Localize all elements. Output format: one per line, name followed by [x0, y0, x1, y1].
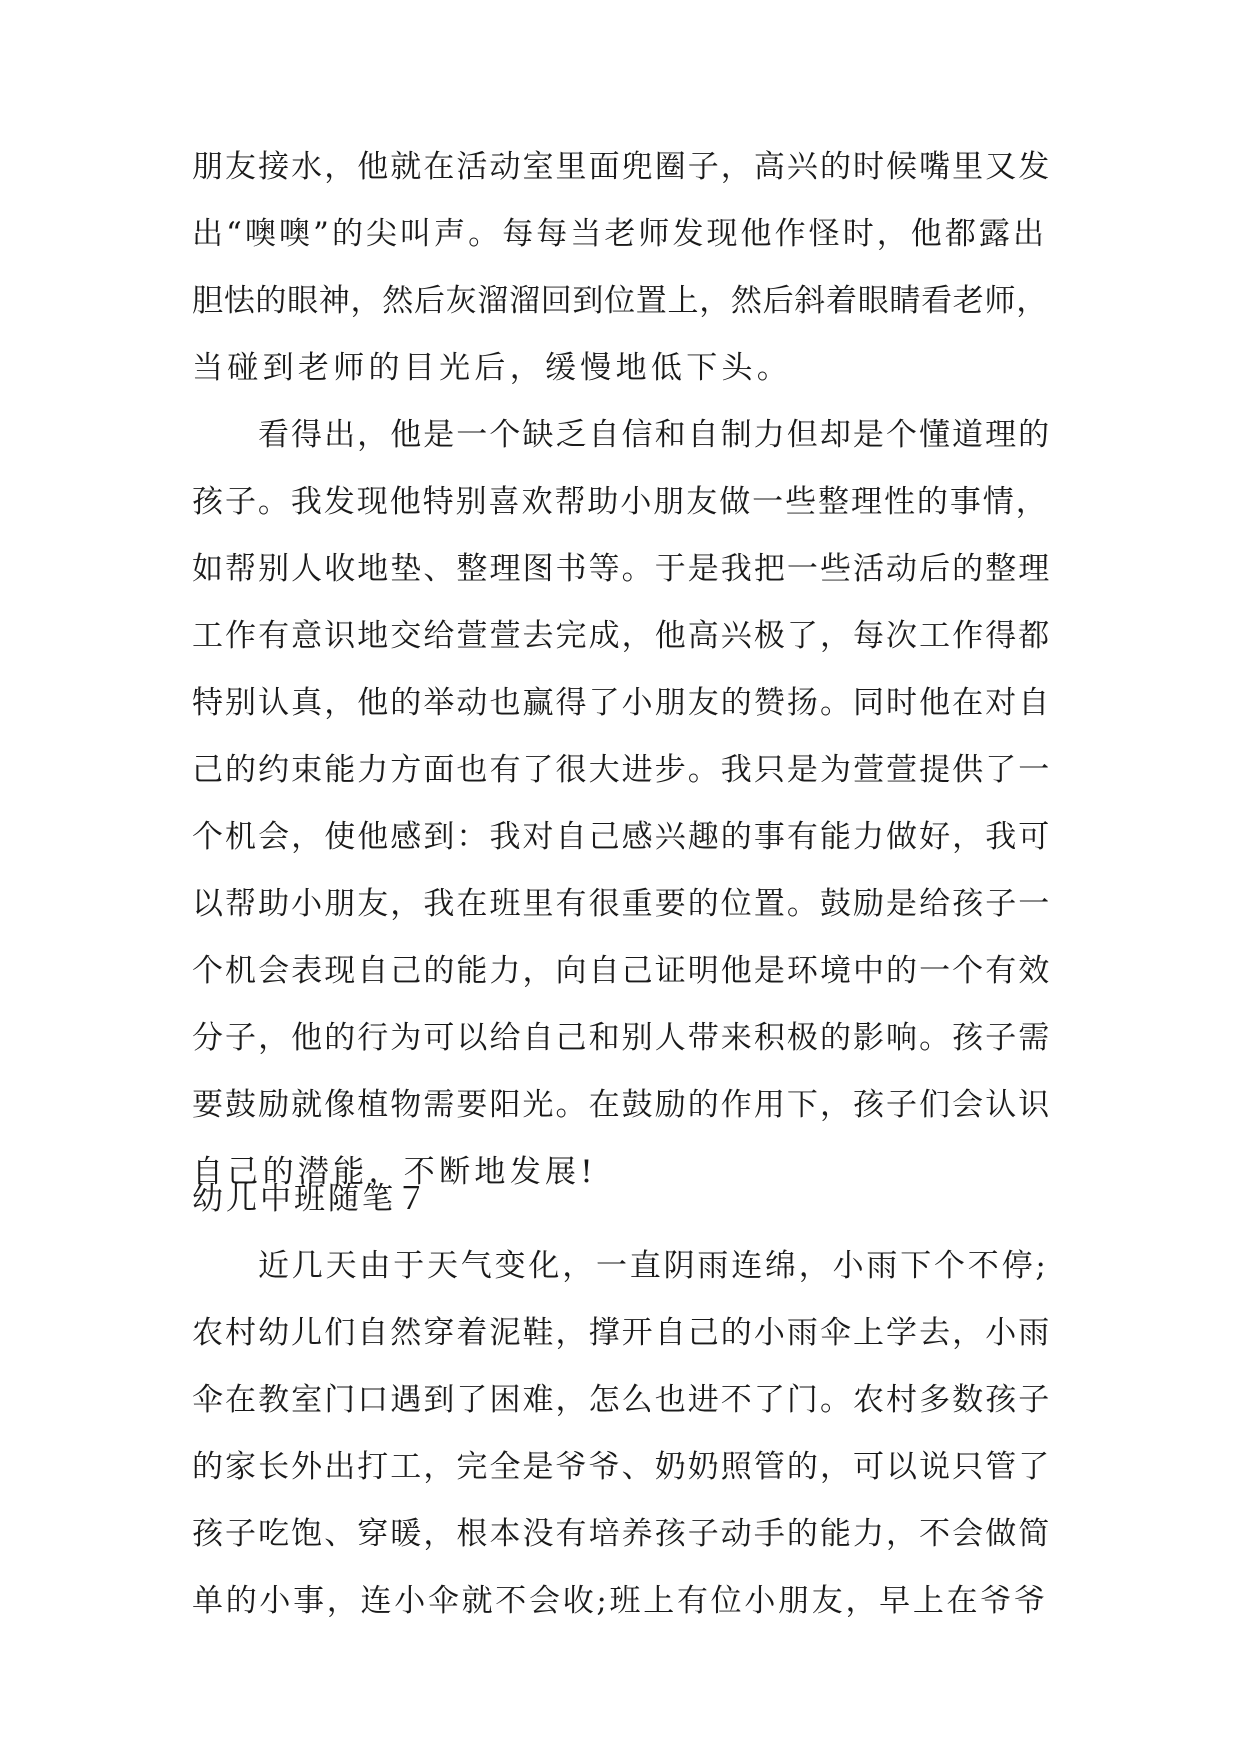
- text-line: 看得出，他是一个缺乏自信和自制力但却是个懂道理的: [258, 417, 1052, 453]
- text-line: 个机会，使他感到：我对自己感兴趣的事有能力做好，我可: [192, 819, 1052, 855]
- text-line: 伞在教室门口遇到了困难，怎么也进不了门。农村多数孩子: [192, 1382, 1052, 1418]
- text-line: 特别认真，他的举动也赢得了小朋友的赞扬。同时他在对自: [192, 685, 1052, 721]
- text-line: 朋友接水，他就在活动室里面兜圈子，高兴的时候嘴里又发: [192, 149, 1052, 185]
- text-line: 工作有意识地交给萱萱去完成，他高兴极了，每次工作得都: [192, 618, 1052, 654]
- text-line: 单的小事，连小伞就不会收;班上有位小朋友，早上在爷爷: [192, 1583, 1048, 1619]
- text-line: 要鼓励就像植物需要阳光。在鼓励的作用下，孩子们会认识: [192, 1087, 1052, 1123]
- text-line: 以帮助小朋友，我在班里有很重要的位置。鼓励是给孩子一: [192, 886, 1052, 922]
- text-line: 当碰到老师的目光后，缓慢地低下头。: [192, 350, 793, 386]
- text-line: 近几天由于天气变化，一直阴雨连绵，小雨下个不停;: [258, 1248, 1049, 1284]
- text-line: 出“噢噢”的尖叫声。每每当老师发现他作怪时，他都露出: [192, 216, 1047, 252]
- text-line: 的家长外出打工，完全是爷爷、奶奶照管的，可以说只管了: [192, 1449, 1052, 1485]
- text-line: 农村幼儿们自然穿着泥鞋，撑开自己的小雨伞上学去，小雨: [192, 1315, 1052, 1351]
- text-line: 如帮别人收地垫、整理图书等。于是我把一些活动后的整理: [192, 551, 1052, 587]
- text-line: 个机会表现自己的能力，向自己证明他是环境中的一个有效: [192, 953, 1052, 989]
- text-line: 分子，他的行为可以给自己和别人带来积极的影响。孩子需: [192, 1020, 1052, 1056]
- text-line: 孩子吃饱、穿暖，根本没有培养孩子动手的能力，不会做简: [192, 1516, 1052, 1552]
- text-line: 己的约束能力方面也有了很大进步。我只是为萱萱提供了一: [192, 752, 1052, 788]
- text-line: 孩子。我发现他特别喜欢帮助小朋友做一些整理性的事情，: [192, 484, 1049, 520]
- section-title: 幼儿中班随笔７: [192, 1181, 430, 1217]
- text-line: 胆怯的眼神，然后灰溜溜回到位置上，然后斜着眼睛看老师，: [192, 283, 1048, 319]
- text-line: 自己的潜能，不断地发展!: [192, 1154, 598, 1190]
